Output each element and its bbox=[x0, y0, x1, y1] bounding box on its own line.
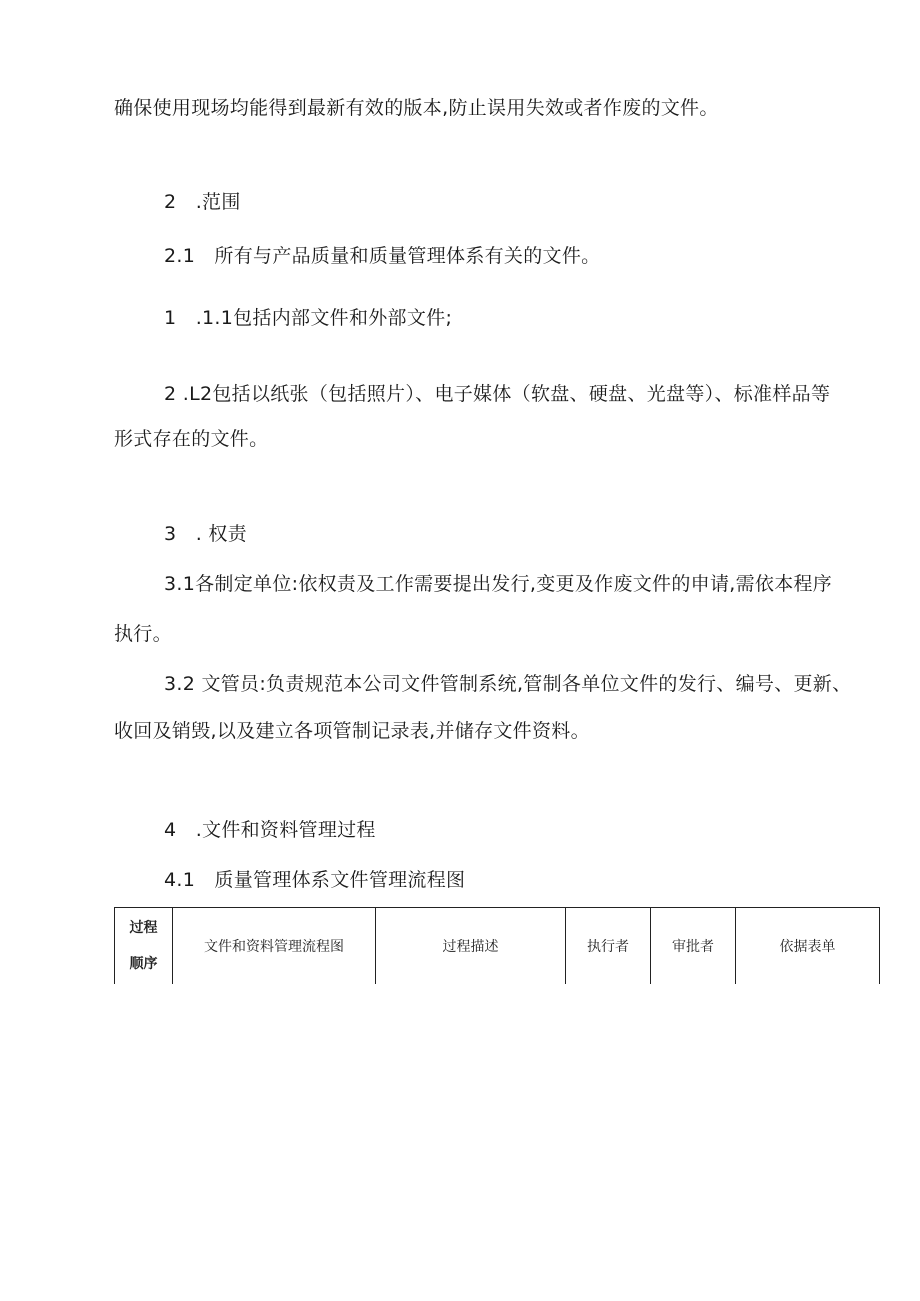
paragraph-2-1-1: 1 .1.1包括内部文件和外部文件; bbox=[164, 307, 453, 329]
paragraph-3-2-line1: 3.2 文管员:负责规范本公司文件管制系统,管制各单位文件的发行、编号、更新、 bbox=[164, 673, 852, 695]
heading-responsibilities: 3 . 权责 bbox=[164, 523, 247, 545]
process-table-header bbox=[114, 907, 880, 984]
heading-scope: 2 .范围 bbox=[164, 191, 241, 213]
header-form: 依据表单 bbox=[779, 939, 836, 955]
paragraph-2-1-2-line1: 2 .L2包括以纸张（包括照片）、电子媒体（软盘、硬盘、光盘等）、标准样品等 bbox=[164, 383, 831, 405]
header-process-order bbox=[115, 908, 173, 984]
paragraph-purpose: 确保使用现场均能得到最新有效的版本,防止误用失效或者作废的文件。 bbox=[114, 97, 719, 119]
paragraph-3-1-line1: 3.1各制定单位:依权责及工作需要提出发行,变更及作废文件的申请,需依本程序 bbox=[164, 573, 833, 595]
header-flowchart: 文件和资料管理流程图 bbox=[173, 908, 376, 984]
paragraph-2-1: 2.1 所有与产品质量和质量管理体系有关的文件。 bbox=[164, 245, 601, 267]
header-description: 过程描述 bbox=[376, 908, 566, 984]
heading-process: 4 .文件和资料管理过程 bbox=[164, 819, 376, 841]
paragraph-2-1-2-line2: 形式存在的文件。 bbox=[114, 428, 269, 450]
paragraph-3-1-line2: 执行。 bbox=[114, 623, 172, 645]
paragraph-3-2-line2: 收回及销毁,以及建立各项管制记录表,并储存文件资料。 bbox=[114, 720, 590, 742]
header-process-order-line1: 过程 bbox=[129, 920, 158, 936]
header-executor: 执行者 bbox=[566, 908, 651, 984]
paragraph-4-1: 4.1 质量管理体系文件管理流程图 bbox=[164, 869, 466, 891]
header-process-order-line2: 顺序 bbox=[129, 956, 158, 972]
header-approver: 审批者 bbox=[651, 908, 736, 984]
